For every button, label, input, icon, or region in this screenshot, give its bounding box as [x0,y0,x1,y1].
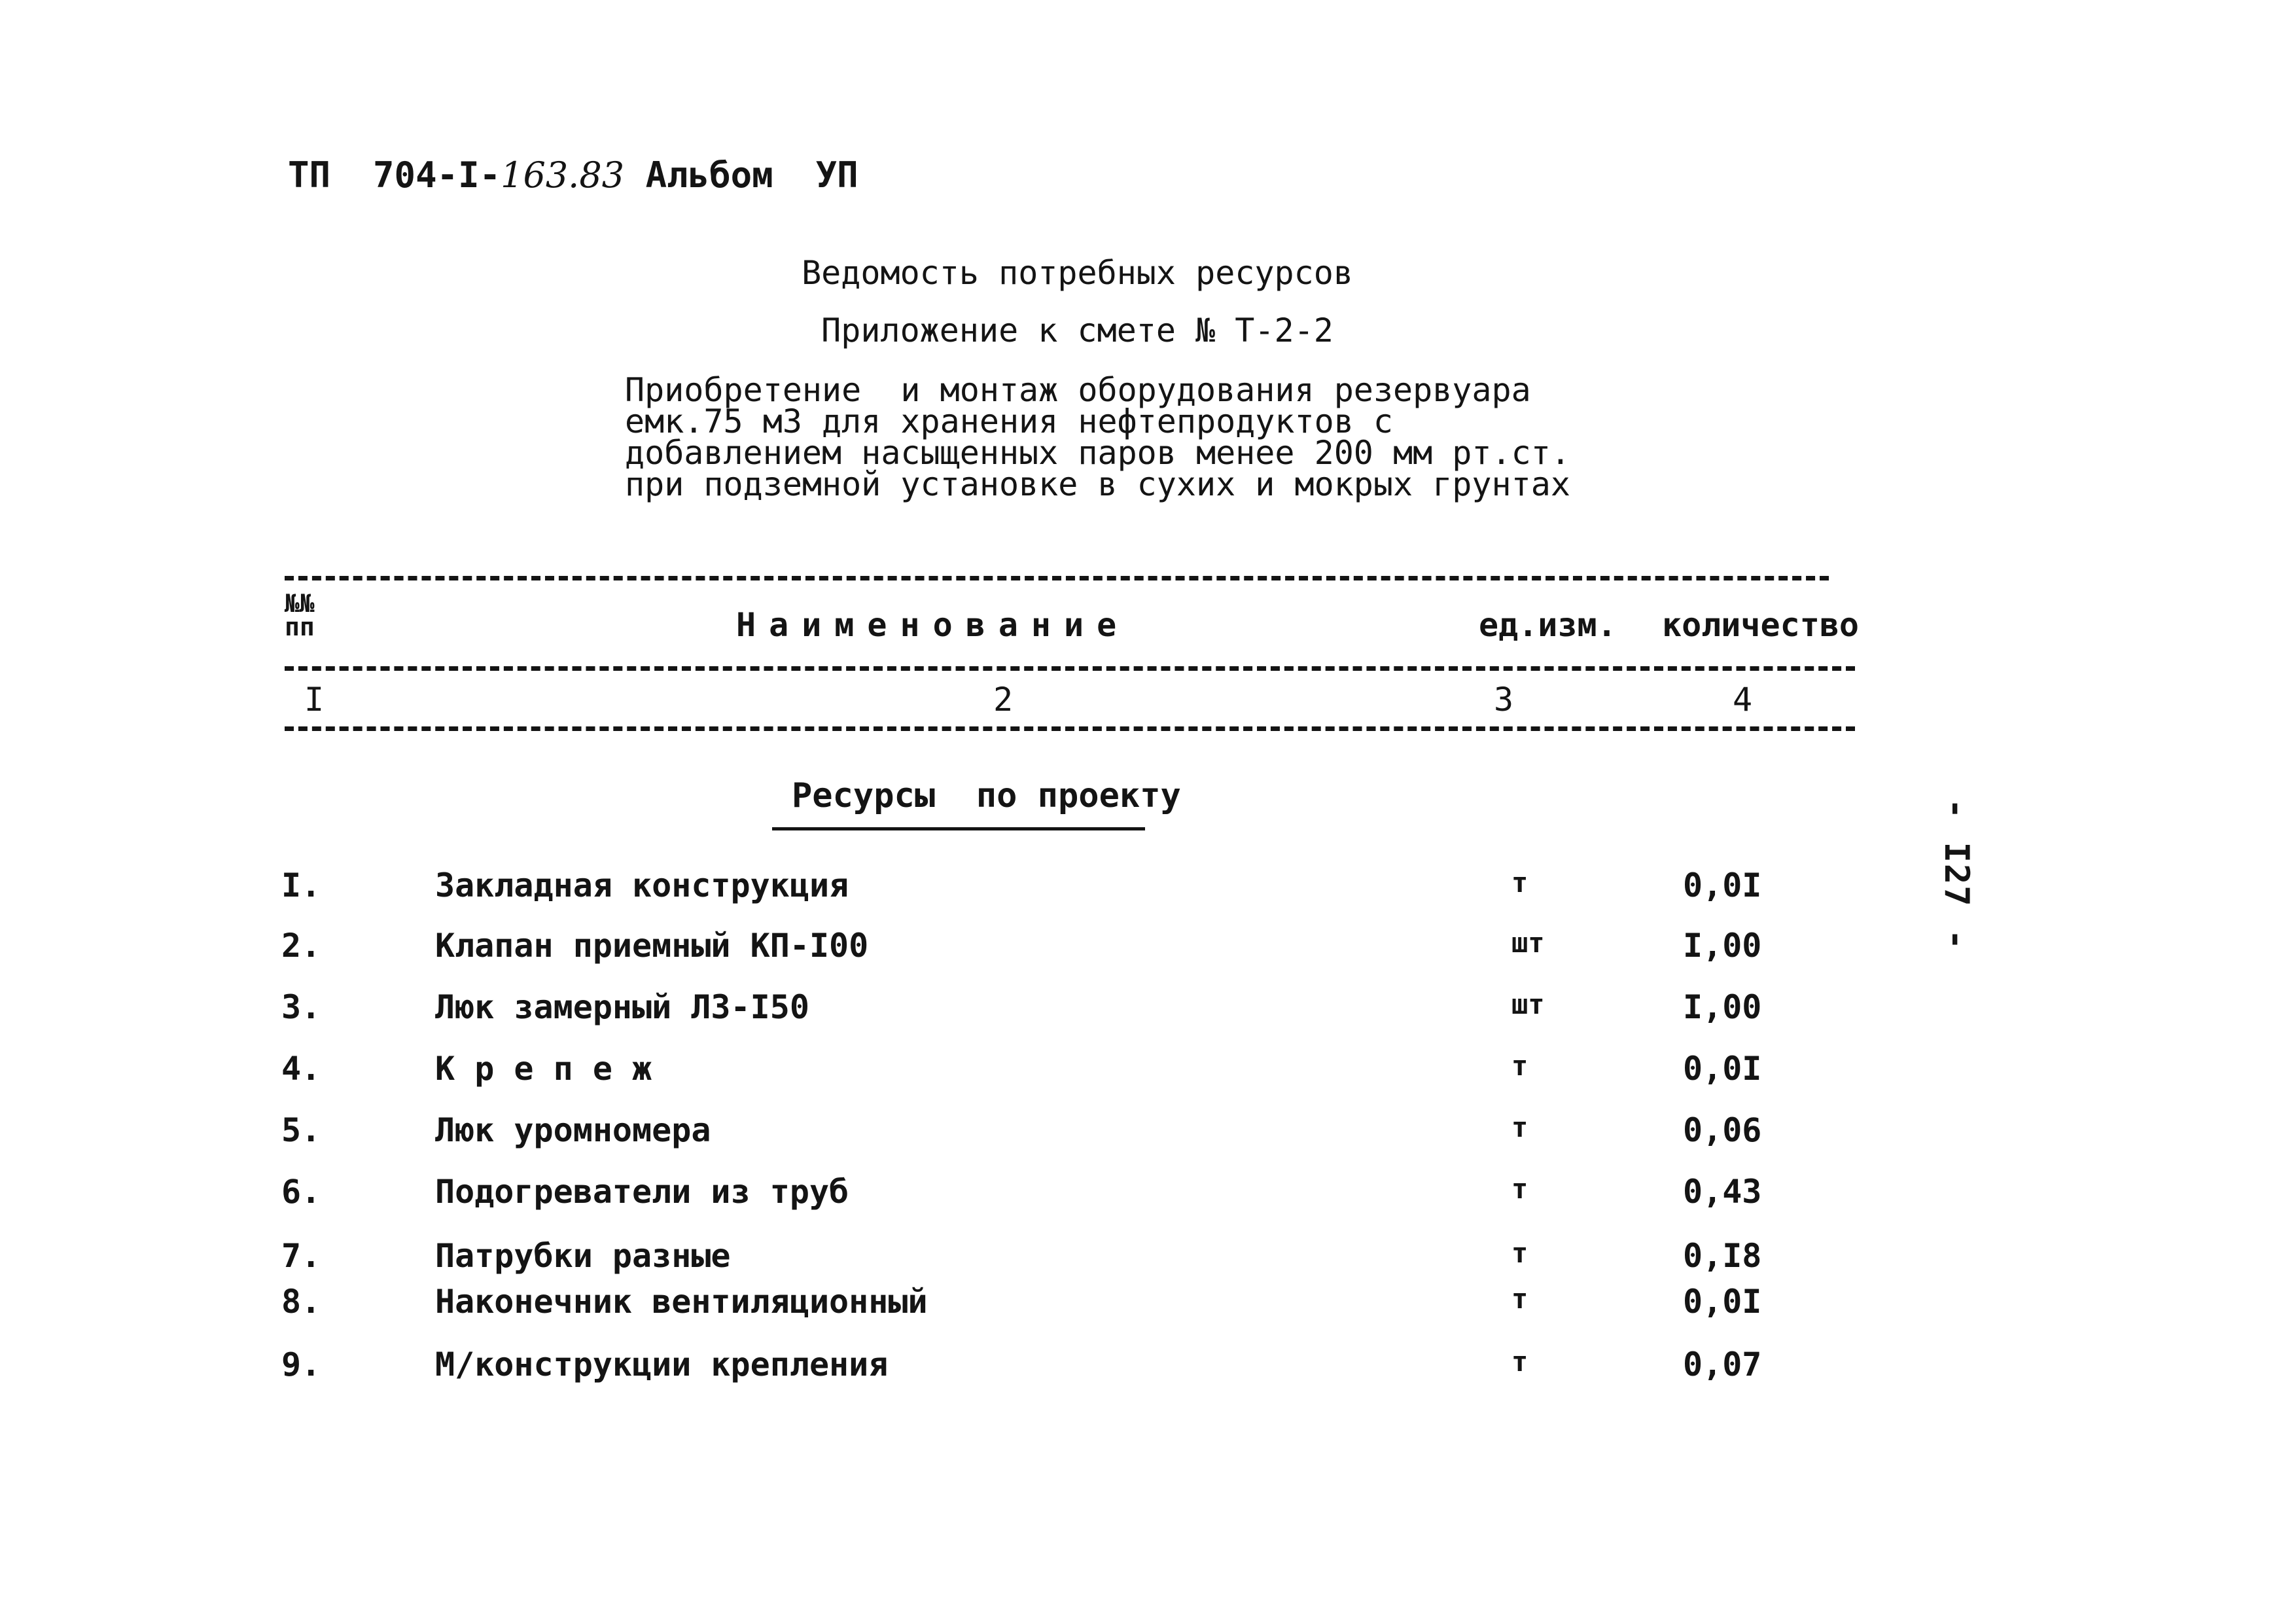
table-row [0,1173,2296,1212]
table-row [0,1050,2296,1089]
column-number-3: 3 [1494,681,1514,719]
section-title-underline [772,827,1145,830]
row-qty: 0,43 [1683,1173,1762,1211]
row-unit: т [1511,1283,1528,1315]
column-number-2: 2 [993,681,1014,719]
row-unit: т [1511,1346,1528,1378]
row-number: 5. [281,1111,321,1149]
description-line: при подземной установке в сухих и мокрых грунтах [625,465,1570,503]
album-label: Альбом УП [624,154,858,196]
table-row [0,1237,2296,1276]
row-name: Подогреватели из труб [435,1173,849,1211]
row-qty: 0,I8 [1683,1237,1762,1275]
row-qty: I,00 [1683,988,1762,1026]
row-unit: шт [1511,988,1545,1020]
row-unit: т [1511,866,1528,899]
document-code-number: 163.83 [501,154,625,196]
row-name: К р е п е ж [435,1050,652,1088]
description-block [625,371,1570,503]
description-line: Приобретение и монтаж оборудования резервуара [625,371,1531,409]
header-num-line2: пп [285,613,315,641]
header-qty: количество [1662,606,1860,644]
row-number: 7. [281,1237,321,1275]
row-unit: т [1511,1237,1528,1269]
header-unit: ед.изм. [1479,606,1617,644]
row-qty: 0,0I [1683,1050,1762,1088]
row-unit: т [1511,1050,1528,1082]
table-row [0,1111,2296,1150]
table-row [0,988,2296,1027]
column-numbers-rule [285,726,1855,731]
row-number: 6. [281,1173,321,1211]
row-name: Клапан приемный КП-I00 [435,927,869,965]
document-title: Ведомость потребных ресурсов [802,254,1353,292]
section-title: Ресурсы по проекту [792,776,1181,815]
header-num-line1: №№ [285,589,315,618]
row-qty: I,00 [1683,927,1762,965]
row-unit: т [1511,1173,1528,1205]
description-line: добавлением насыщенных паров менее 200 мм рт.ст. [625,434,1570,472]
row-unit: шт [1511,927,1545,959]
row-qty: 0,06 [1683,1111,1762,1149]
row-number: 4. [281,1050,321,1088]
column-number-1: I [304,681,325,719]
row-number: 9. [281,1346,321,1383]
row-number: 8. [281,1283,321,1321]
document-code-prefix: ТП 704-I- [288,154,501,196]
row-name: Закладная конструкция [435,866,849,904]
row-name: Люк замерный ЛЗ-I50 [435,988,809,1026]
header-name: Наименование [736,606,1130,644]
page-number: - I27 - [1937,798,1976,952]
row-qty: 0,0I [1683,866,1762,904]
row-qty: 0,07 [1683,1346,1762,1383]
description-line: емк.75 м3 для хранения нефтепродуктов с [625,402,1393,440]
table-row [0,1283,2296,1322]
row-name: М/конструкции крепления [435,1346,889,1383]
row-number: 3. [281,988,321,1026]
table-row [0,1346,2296,1385]
document-subtitle: Приложение к смете № Т-2-2 [821,312,1333,349]
row-qty: 0,0I [1683,1283,1762,1321]
row-name: Люк уромномера [435,1111,711,1149]
row-number: I. [281,866,321,904]
row-unit: т [1511,1111,1528,1143]
document-code [288,154,858,196]
column-number-4: 4 [1733,681,1753,719]
table-top-rule [285,576,1829,580]
row-name: Патрубки разные [435,1237,731,1275]
row-name: Наконечник вентиляционный [435,1283,928,1321]
header-num [285,589,315,641]
row-number: 2. [281,927,321,965]
header-divider-rule [285,666,1855,671]
